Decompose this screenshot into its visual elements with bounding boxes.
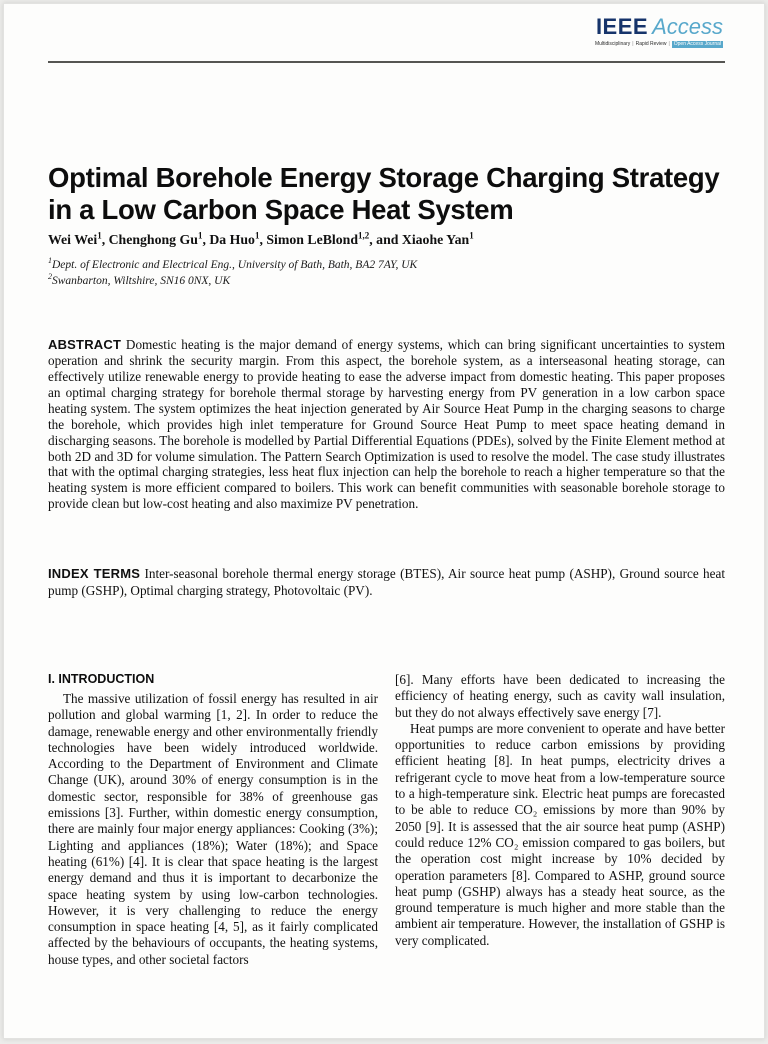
abstract-text: Domestic heating is the major demand of energy systems, which can bring significant uncertainties to system operation and shrink the security margin. From this aspect, the borehole system, as a interseasonal heating storage, can effectively utilize renewable energy to provide heating to ease the adverse impact from domestic heating. This paper proposes an optimal charging strategy for borehole thermal storage by harvesting energy from PV generation in a low carbon space heating system. The system optimizes the heat injection generated by Air Source Heat Pump in the charging seasons to charge the borehole, which provides high inlet temperature for Ground Source Heat Pump to meet space heating demand in discharging seasons. The borehole is modelled by Partial Differential Equations (PDEs), solved by the Finite Element method at both 2D and 3D for volume simulation. The Pattern Search Optimization is used to resolve the model. The case study illustrates that with the optimal charging strategies, less heat flux injection can help the borehole to reach a higher temperature so that the heating system is more efficient compared to boilers. This work can benefit communities with seasonable borehole storage to provide clean but low-cost heating and also maximize PV penetration. [48,337,725,512]
author: Chenghong Gu$^1$, [108,230,210,247]
section-heading-introduction: I. INTRODUCTION [48,672,155,686]
logo-ieee-text: IEEE [595,14,649,39]
paper-title: Optimal Borehole Energy Storage Charging Strategy in a Low Carbon Space Heat System [48,162,720,226]
author-separator: , [259,232,267,247]
body-columns [48,672,725,968]
right-column [395,672,725,968]
author: Simon LeBlond$^{1,2}$, and [266,230,402,247]
left-column [48,672,378,968]
ieee-access-logo [595,16,723,48]
author-affil-marker: 1,2 [358,230,370,241]
intro-paragraph-1: The massive utilization of fossil energy has resulted in air pollution and global warming [1, 2]. In order to reduce the damage, renewable energy and other environmentally friendly technologies have been widely introduced worldwide. According to the Department of Environment and Climate Change (UK), around 30% of energy consumption is in the domestic sector, responsible for 38% of greenhouse gas emissions [3]. Further, within domestic energy consumption, there are mainly four major energy appliances: Cooking (3%); Lighting and appliances (18%); Water (18%); and Space heating (61%) [4]. It is clear that space heating is the largest energy demand and thus it is important to decarbonize the space heating system by using low-carbon technologies. However, it is very challenging to reduce the energy consumption in space heating [4, 5], as it fairly complicated affected by the behaviours of occupants, the heating systems, house types, and other societal factors [48,691,378,967]
index-terms [48,566,725,599]
index-terms-label: INDEX TERMS [48,566,141,582]
logo-wordmark [595,16,723,38]
intro-paragraph-2: Heat pumps are more convenient to operate and have better opportunities to reduce carbon emissions by providing efficient heating [8]. In heat pumps, electricity drives a refrigerant cycle to move heat from a low-temperature source to a high-temperature sink. Electric heat pumps are forecasted to be able to reduce CO₂ emissions by more than 90% by 2050 [9]. It is assessed that the air source heat pump (ASHP) could reduce 12% CO₂ emission compared to gas boilers, but the operation cost might increase by 10% decided by operation parameters [8]. Compared to ASHP, ground source heat pump (GSHP) always has a steady heat source, as the ground temperature is much higher and more stable than the ambient air temperature. However, the installation of GSHP is very complicated. [395,720,725,948]
journal-header [48,4,725,63]
author: Wei Wei$^1$, [48,230,109,247]
abstract-label: ABSTRACT [48,337,122,353]
tagline-rapid-review: Rapid Review [635,41,667,47]
intro-paragraph-1-continued: [6]. Many efforts have been dedicated to increasing the efficiency of heating energy, such as cavity wall insulation, but they do not always effectively save energy [7]. [395,672,725,720]
index-terms-text: Inter-seasonal borehole thermal energy storage (BTES), Air source heat pump (ASHP), Ground source heat pump (GSHP), Optimal charging strategy, Photovoltaic (PV). [48,566,725,598]
affiliation-line [48,273,725,289]
abstract [48,337,725,512]
affiliation-marker: 1 [48,256,52,266]
affiliation-line [48,257,725,273]
tagline-separator: | [632,41,634,47]
author-affil-marker: 1 [197,230,203,241]
logo-access-text: Access [652,14,723,39]
author-separator: , and [369,232,402,247]
affiliation-marker: 2 [48,272,52,282]
affiliation-text: Dept. of Electronic and Electrical Eng., University of Bath, Bath, BA2 7AY, UK [52,259,418,271]
author-affil-marker: 1 [254,230,260,241]
author: Da Huo$^1$, [209,230,267,247]
author-affil-marker: 1 [469,230,474,241]
author-affil-marker: 1 [97,230,102,241]
tagline-separator: | [668,41,670,47]
paper-page [3,3,765,1039]
author-line [48,232,725,248]
affiliations [48,257,725,289]
journal-tagline [595,41,723,48]
author: Xiaohe Yan$^1$ [401,230,474,247]
tagline-open-access-chip: Open Access Journal [673,41,721,47]
affiliation-text: Swanbarton, Wiltshire, SN16 0NX, UK [52,275,231,287]
author-separator: , [202,232,210,247]
author-separator: , [101,232,109,247]
tagline-multidisciplinary: Multidisciplinary [594,41,631,47]
